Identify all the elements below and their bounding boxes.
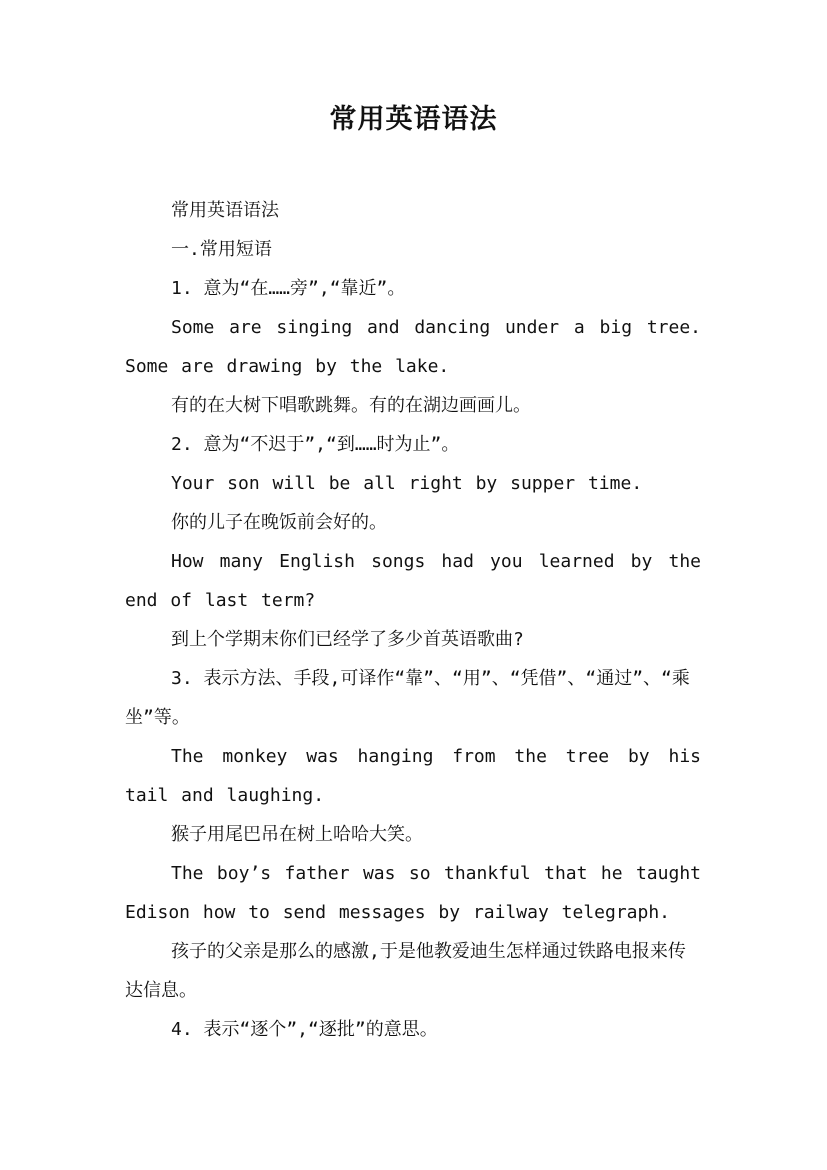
subsection-heading: 一.常用短语 [171,239,272,260]
example-sentence-en: The monkey was hanging from the tree by his tail and laughing. [125,746,701,806]
usage-item-2: 2. 意为“不迟于”,“到……时为止”。 [171,434,460,455]
example-sentence-zh: 到上个学期末你们已经学了多少首英语歌曲? [171,629,524,650]
usage-item-3: 3. 表示方法、手段,可译作“靠”、“用”、“凭借”、“通过”、“乘坐”等。 [125,668,690,728]
document-title: 常用英语语法 [329,104,498,135]
example-sentence-en: The boy’s father was so thankful that he taught Edison how to send messages by railway telegraph. [125,863,701,923]
example-sentence-en: Some are singing and dancing under a big tree. Some are drawing by the lake. [125,317,701,377]
example-sentence-zh: 孩子的父亲是那么的感激,于是他教爱迪生怎样通过铁路电报来传达信息。 [125,941,686,1001]
example-sentence-zh: 你的儿子在晚饭前会好的。 [171,512,387,533]
example-sentence-en: Your son will be all right by supper time. [171,473,643,494]
usage-item-4: 4. 表示“逐个”,“逐批”的意思。 [171,1019,438,1040]
usage-item-1: 1. 意为“在……旁”,“靠近”。 [171,278,406,299]
section-heading: 常用英语语法 [171,200,279,221]
document-body [125,191,701,1049]
example-sentence-en: How many English songs had you learned by the end of last term? [125,551,701,611]
example-sentence-zh: 有的在大树下唱歌跳舞。有的在湖边画画儿。 [171,395,531,416]
example-sentence-zh: 猴子用尾巴吊在树上哈哈大笑。 [171,824,423,845]
